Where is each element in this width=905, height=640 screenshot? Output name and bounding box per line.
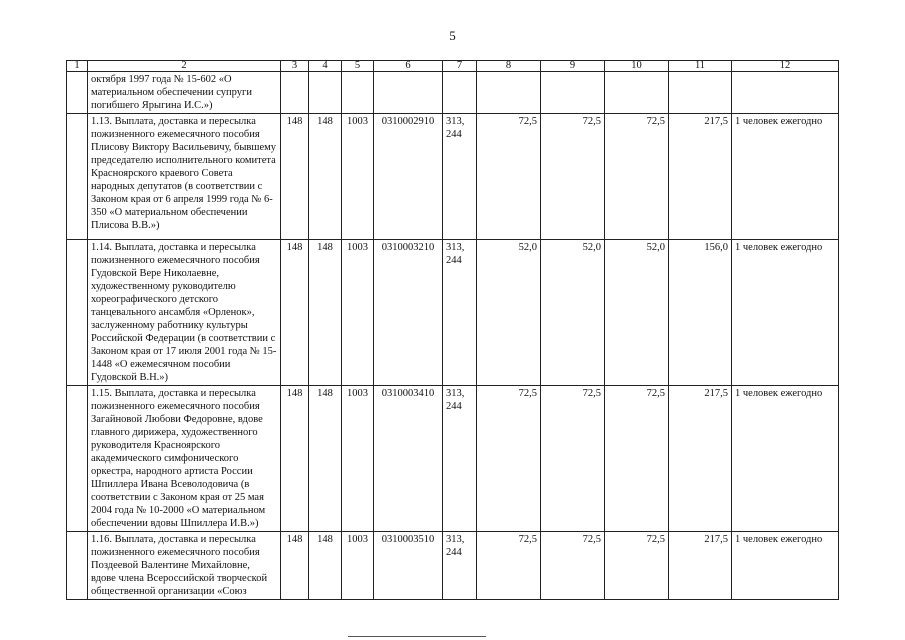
cell: 148	[309, 532, 342, 600]
column-number: 8	[477, 61, 541, 72]
cell: 1003	[342, 532, 374, 600]
cell: 1003	[342, 386, 374, 532]
cell: 148	[309, 240, 342, 386]
column-number: 7	[443, 61, 477, 72]
cell: 148	[281, 240, 309, 386]
column-number: 11	[669, 61, 732, 72]
table-row	[67, 240, 839, 386]
cell: 217,5	[669, 114, 732, 240]
column-number: 1	[67, 61, 88, 72]
cell: 52,0	[541, 240, 605, 386]
cell: 148	[281, 532, 309, 600]
page-bottom-rule	[348, 636, 486, 637]
item-description: 1.14. Выплата, доставка и пересылка пожизненного ежемесячного пособия Гудовской Вере Николаевне, художественному руководителю хореографического детского танцевального ансамбля «Орленок», заслуженному работнику культуры Российской Федерации (в соответствии с Законом края от 17 июля 2001 года № 15-1448 «О ежемесячном пособии Гудовской В.Н.»)	[88, 240, 281, 386]
cell: 217,5	[669, 532, 732, 600]
column-number: 9	[541, 61, 605, 72]
item-description: октября 1997 года № 15-602 «О материальном обеспечении супруги погибшего Ярыгина И.С.»)	[88, 72, 281, 114]
cell: 313, 244	[443, 386, 477, 532]
cell: 0310003510	[374, 532, 443, 600]
cell	[342, 72, 374, 114]
cell: 1003	[342, 240, 374, 386]
cell: 0310003210	[374, 240, 443, 386]
cell	[669, 72, 732, 114]
cell: 0310003410	[374, 386, 443, 532]
cell: 72,5	[477, 386, 541, 532]
cell	[732, 72, 839, 114]
cell: 72,5	[605, 532, 669, 600]
cell	[605, 72, 669, 114]
table-row	[67, 114, 839, 240]
column-number: 5	[342, 61, 374, 72]
cell: 72,5	[541, 114, 605, 240]
table-row	[67, 72, 839, 114]
table-row	[67, 532, 839, 600]
item-description: 1.16. Выплата, доставка и пересылка пожизненного ежемесячного пособия Поздеевой Валентине Михайловне, вдове члена Всероссийской творческой общественной организации «Союз	[88, 532, 281, 600]
column-number: 3	[281, 61, 309, 72]
cell: 72,5	[477, 532, 541, 600]
column-number: 2	[88, 61, 281, 72]
cell: 0310002910	[374, 114, 443, 240]
cell: 72,5	[605, 114, 669, 240]
column-number-row	[67, 61, 839, 72]
column-number: 12	[732, 61, 839, 72]
item-description: 1.13. Выплата, доставка и пересылка пожизненного ежемесячного пособия Плисову Виктору Васильевичу, бывшему председателю исполнительного комитета Красноярского краевого Совета народных депутатов (в соответствии с Законом края от 6 апреля 1999 года № 6-350 «О материальном обеспечении Плисова В.В.»)	[88, 114, 281, 240]
column-number: 6	[374, 61, 443, 72]
cell: 72,5	[605, 386, 669, 532]
cell: 1 человек ежегодно	[732, 386, 839, 532]
cell: 156,0	[669, 240, 732, 386]
page-number: 5	[449, 28, 456, 43]
cell	[443, 72, 477, 114]
cell: 313, 244	[443, 532, 477, 600]
cell: 52,0	[477, 240, 541, 386]
cell: 313, 244	[443, 240, 477, 386]
cell: 72,5	[541, 386, 605, 532]
cell	[477, 72, 541, 114]
column-number: 10	[605, 61, 669, 72]
cell: 148	[281, 114, 309, 240]
cell	[281, 72, 309, 114]
cell	[374, 72, 443, 114]
cell: 72,5	[541, 532, 605, 600]
budget-table	[66, 60, 839, 600]
cell: 1 человек ежегодно	[732, 532, 839, 600]
cell: 148	[281, 386, 309, 532]
cell: 217,5	[669, 386, 732, 532]
table-row	[67, 386, 839, 532]
cell: 313, 244	[443, 114, 477, 240]
cell: 52,0	[605, 240, 669, 386]
item-description: 1.15. Выплата, доставка и пересылка пожизненного ежемесячного пособия Загайновой Любови Федоровне, вдове главного дирижера, художественного руководителя Красноярского академического симфонического оркестра, народного артиста России Шпиллера Ивана Всеволодовича (в соответствии с Законом края от 25 мая 2004 года № 10-2000 «О материальном обеспечении вдовы Шпиллера И.В.»)	[88, 386, 281, 532]
cell	[541, 72, 605, 114]
cell: 72,5	[477, 114, 541, 240]
cell: 148	[309, 114, 342, 240]
cell: 1 человек ежегодно	[732, 240, 839, 386]
cell: 1 человек ежегодно	[732, 114, 839, 240]
cell: 1003	[342, 114, 374, 240]
cell	[309, 72, 342, 114]
column-number: 4	[309, 61, 342, 72]
cell: 148	[309, 386, 342, 532]
